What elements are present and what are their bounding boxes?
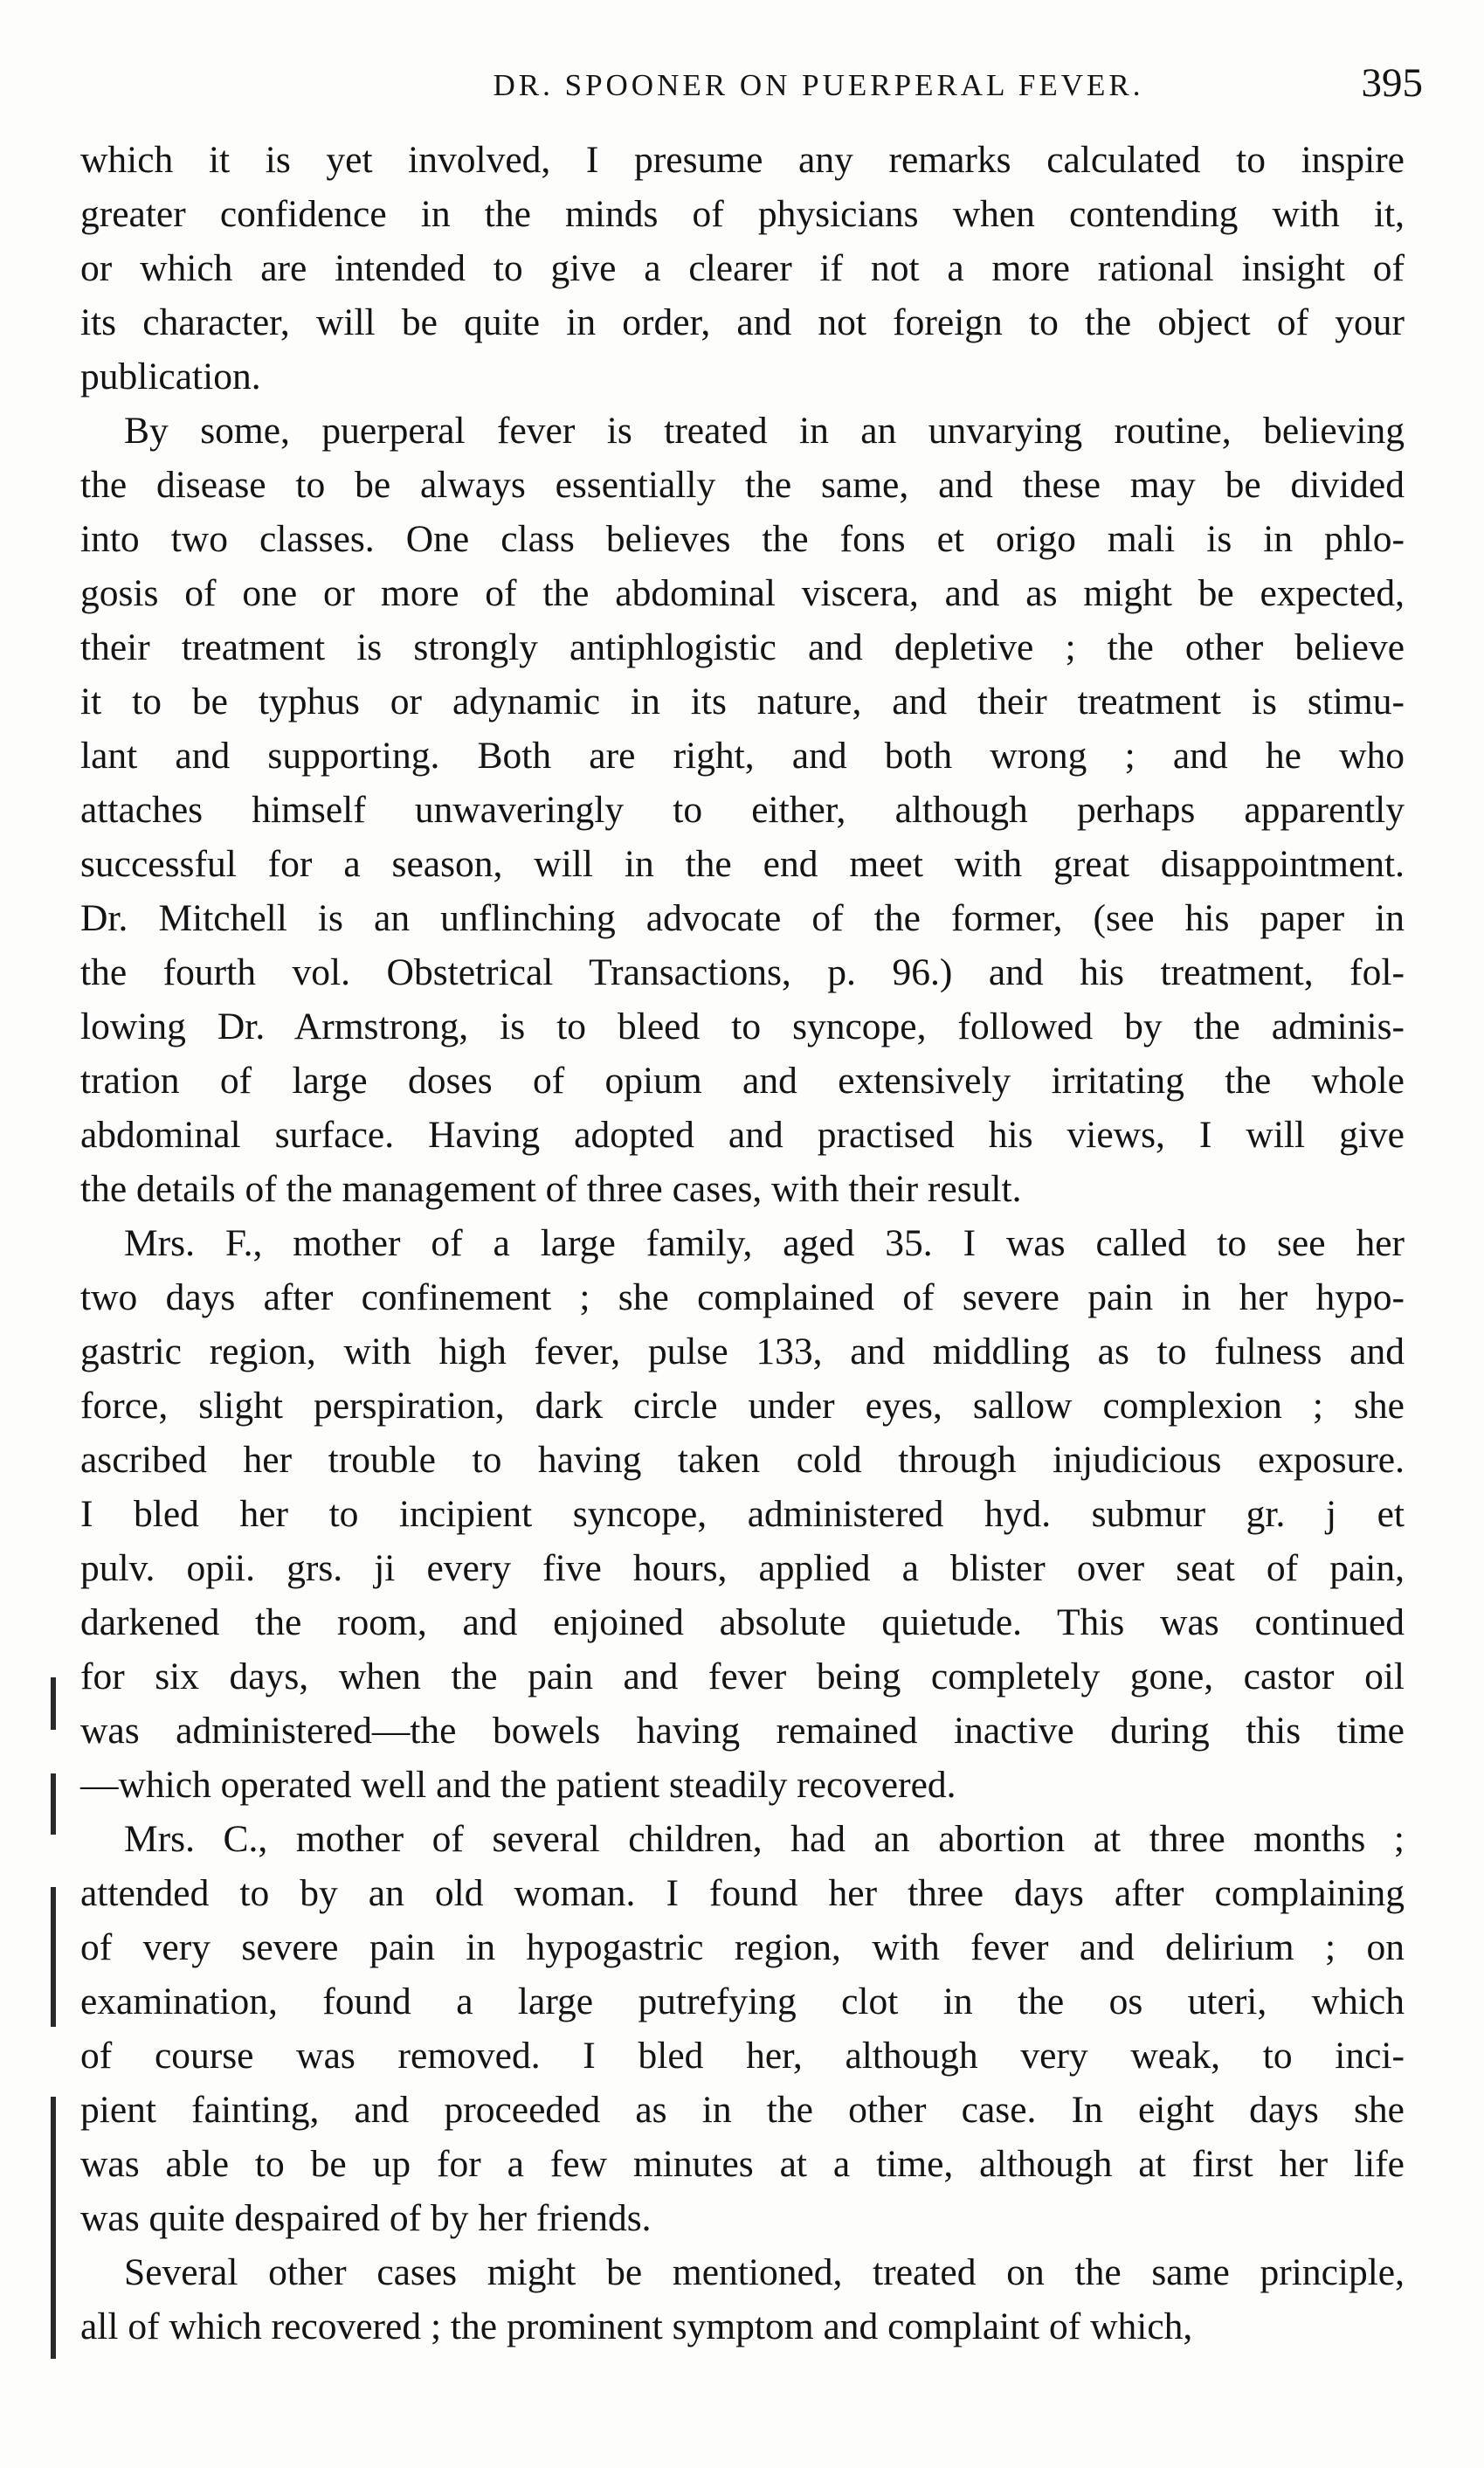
page-number: 395: [1361, 60, 1423, 106]
text-line: for six days, when the pain and fever being completely gone, castor oil: [80, 1656, 1405, 1697]
text-line: the fourth vol. Obstetrical Transactions, p. 96.) and his treatment, fol-: [80, 951, 1405, 993]
text-line: the details of the management of three cases, with their result.: [80, 1168, 1022, 1210]
text-line: By some, puerperal fever is treated in an unvarying routine, believing: [124, 410, 1405, 452]
text-line: Mrs. C., mother of several children, had an abortion at three months ;: [124, 1818, 1405, 1860]
text-line: Mrs. F., mother of a large family, aged 35. I was called to see her: [124, 1222, 1405, 1264]
paragraph: [80, 404, 1405, 1216]
text-line: was administered—the bowels having remained inactive during this time: [80, 1710, 1405, 1752]
body-text: [80, 133, 1405, 2354]
paragraph: [80, 1812, 1405, 2245]
text-line: force, slight perspiration, dark circle under eyes, sallow complexion ; she: [80, 1385, 1405, 1427]
paragraph: [80, 2245, 1405, 2354]
text-line: two days after confinement ; she complained of severe pain in her hypo-: [80, 1276, 1405, 1318]
text-line: greater confidence in the minds of physicians when contending with it,: [80, 193, 1405, 235]
text-line: of course was removed. I bled her, although very weak, to inci-: [80, 2035, 1405, 2077]
text-line: pulv. opii. grs. ji every five hours, applied a blister over seat of pain,: [80, 1547, 1405, 1589]
text-line: I bled her to incipient syncope, administered hyd. submur gr. j et: [80, 1493, 1405, 1535]
text-line: attended to by an old woman. I found her three days after complaining: [80, 1872, 1405, 1914]
margin-mark: [51, 1677, 56, 1730]
text-line: —which operated well and the patient steadily recovered.: [80, 1764, 956, 1806]
text-line: ascribed her trouble to having taken cold through injudicious exposure.: [80, 1439, 1405, 1481]
text-line: it to be typhus or adynamic in its nature, and their treatment is stimu-: [80, 681, 1405, 722]
text-line: or which are intended to give a clearer if not a more rational insight of: [80, 247, 1405, 289]
text-line: gosis of one or more of the abdominal viscera, and as might be expected,: [80, 572, 1405, 614]
text-line: Dr. Mitchell is an unflinching advocate of the former, (see his paper in: [80, 897, 1405, 939]
text-line: lant and supporting. Both are right, and both wrong ; and he who: [80, 735, 1405, 777]
margin-mark: [51, 1773, 56, 1835]
text-line: pient fainting, and proceeded as in the other case. In eight days she: [80, 2089, 1405, 2131]
text-line: darkened the room, and enjoined absolute quietude. This was continued: [80, 1601, 1405, 1643]
running-head: [74, 59, 1423, 121]
text-line: abdominal surface. Having adopted and practised his views, I will give: [80, 1114, 1405, 1156]
text-line: tration of large doses of opium and extensively irritating the whole: [80, 1060, 1405, 1102]
text-line: its character, will be quite in order, and not foreign to the object of your: [80, 301, 1405, 343]
text-line: lowing Dr. Armstrong, is to bleed to syncope, followed by the adminis-: [80, 1006, 1405, 1047]
paragraph: [80, 1216, 1405, 1812]
margin-mark: [51, 2097, 56, 2359]
text-line: was quite despaired of by her friends.: [80, 2197, 652, 2239]
text-line: successful for a season, will in the end meet with great disappointment.: [80, 843, 1405, 885]
text-line: publication.: [80, 356, 261, 398]
text-line: examination, found a large putrefying clot in the os uteri, which: [80, 1981, 1405, 2022]
text-line: attaches himself unwaveringly to either, although perhaps apparently: [80, 789, 1405, 831]
text-line: their treatment is strongly antiphlogistic and depletive ; the other believe: [80, 626, 1405, 668]
running-title: DR. SPOONER ON PUERPERAL FEVER.: [493, 68, 1144, 102]
text-line: all of which recovered ; the prominent symptom and complaint of which,: [80, 2306, 1193, 2347]
text-line: was able to be up for a few minutes at a time, although at first her life: [80, 2143, 1405, 2185]
text-line: of very severe pain in hypogastric region, with fever and delirium ; on: [80, 1926, 1405, 1968]
text-line: gastric region, with high fever, pulse 133, and middling as to fulness and: [80, 1331, 1405, 1372]
text-line: Several other cases might be mentioned, treated on the same principle,: [124, 2251, 1405, 2293]
text-line: which it is yet involved, I presume any remarks calculated to inspire: [80, 139, 1405, 181]
margin-mark: [51, 1887, 56, 2027]
paragraph: [80, 133, 1405, 404]
text-line: the disease to be always essentially the same, and these may be divided: [80, 464, 1405, 506]
text-line: into two classes. One class believes the fons et origo mali is in phlo-: [80, 518, 1405, 560]
